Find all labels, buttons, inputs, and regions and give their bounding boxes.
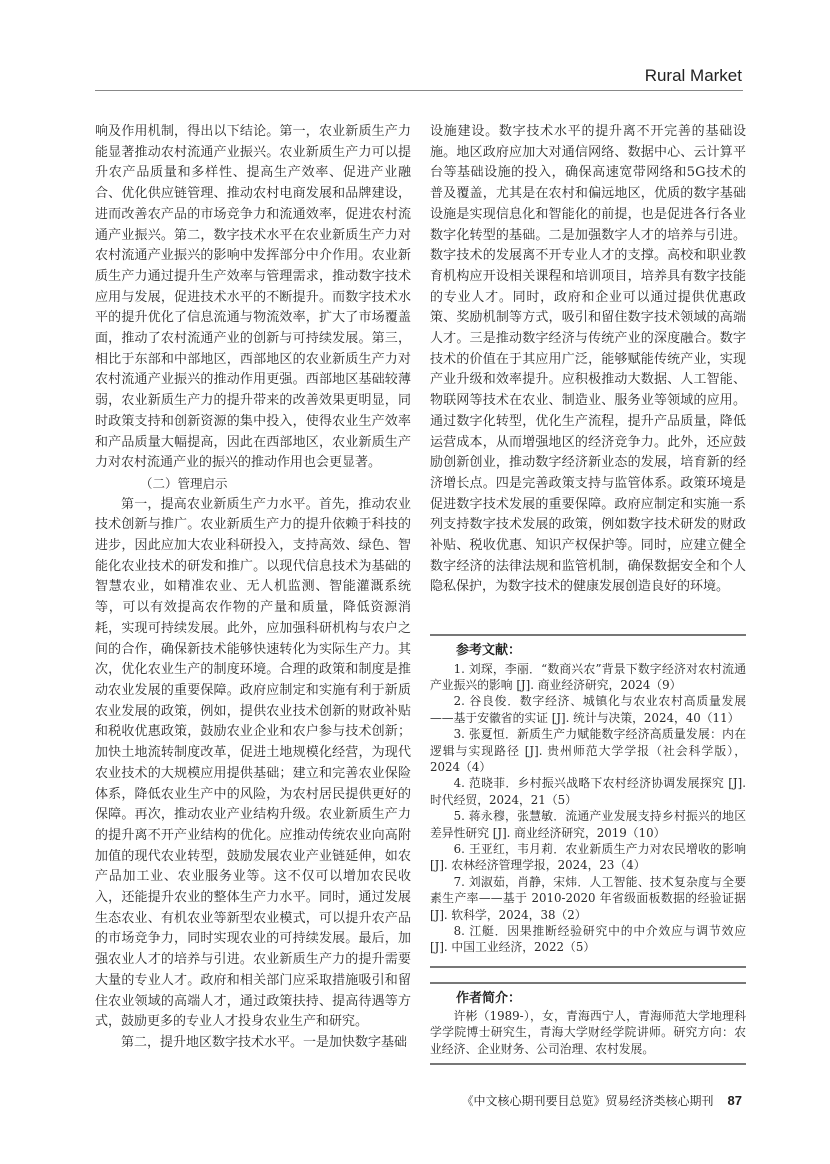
references-title: 参考文献： [456,642,522,658]
reference-item: 3. 张夏恒．新质生产力赋能数字经济高质量发展：内在逻辑与实现路径 [J]. 贵州师范大学学报（社会科学版），2024（4） [430,727,746,775]
page-number: 87 [727,1093,742,1108]
author-bio-title: 作者简介： [456,989,522,1005]
reference-item: 6. 王亚红，韦月莉．农业新质生产力对农民增收的影响 [J]. 农林经济管理学报，2024，23（4） [430,842,746,873]
page-footer [462,1092,742,1109]
references-section [430,642,746,956]
bio-top-rule [430,982,746,984]
body-paragraph: 第一，提高农业新质生产力水平。首先，推动农业技术创新与推广。农业新质生产力的提升依赖于科技的进步，因此应加大农业科研投入，支持高效、绿色、智能化农业技术的研发和推广。以现代信息技术为基础的智慧农业，如精准农业、无人机监测、智能灌溉系统等，可以有效提高农作物的产量和质量，降低资源消耗，实现可持续发展。此外，应加强科研机构与农户之间的合作，确保新技术能够快速转化为实际生产力。其次，优化农业生产的制度环境。合理的政策和制度是推动农业发展的重要保障。政府应制定和实施有利于新质农业发展的政策，例如，提供农业技术创新的财政补贴和税收优惠政策，鼓励农业企业和农户参与技术创新；加快土地流转制度改革，促进土地规模化经营，为现代农业技术的大规模应用提供基础；建立和完善农业保险体系，降低农业生产中的风险，为农村居民提供更好的保障。再次，推动农业产业结构升级。农业新质生产力的提升离不开产业结构的优化。应推动传统农业向高附加值的现代农业转型，鼓励发展农业产业链延伸，如农产品加工业、农业服务业等。这不仅可以增加农民收入，还能提升农业的整体生产力水平。同时，通过发展生态农业、有机农业等新型农业模式，可以提升农产品的市场竞争力，同时实现农业的可持续发展。最后，加强农业人才的培养与引进。农业新质生产力的提升需要大量的专业人才。政府和相关部门应采取措施吸引和留住农业领域的高端人才，通过政策扶持、提高待遇等方式，鼓励更多的专业人才投身农业生产和研究。 [95,496,411,1030]
running-header-title: Rural Market [644,66,742,85]
body-paragraph: 设施建设。数字技术水平的提升离不开完善的基础设施。地区政府应加大对通信网络、数据中心、云计算平台等基础设施的投入，确保高速宽带网络和5G技术的普及覆盖，尤其是在农村和偏远地区，优质的数字基础设施是实现信息化和智能化的前提，也是促进各行各业数字化转型的基础。二是加强数字人才的培养与引进。数字技术的发展离不开专业人才的支撑。高校和职业教育机构应开设相关课程和培训项目，培养具有数字技能的专业人才。同时，政府和企业可以通过提供优惠政策、奖励机制等方式，吸引和留住数字技术领域的高端人才。三是推动数字经济与传统产业的深度融合。数字技术的价值在于其应用广泛，能够赋能传统产业，实现产业升级和效率提升。应积极推动大数据、人工智能、物联网等技术在农业、制造业、服务业等领域的应用。通过数字化转型，优化生产流程，提升产品质量，降低运营成本，从而增强地区的经济竞争力。此外，还应鼓励创新创业，推动数字经济新业态的发展，培育新的经济增长点。四是完善政策支持与监管体系。政策环境是促进数字技术发展的重要保障。政府应制定和实施一系列支持数字技术发展的政策，例如数字技术研发的财政补贴、税收优惠、知识产权保护等。同时，应建立健全数字经济的法律法规和监管机制，确保数据安全和个人隐私保护，为数字技术的健康发展创造良好的环境。 [430,124,746,595]
author-bio-text: 许彬（1989-），女，青海西宁人，青海师范大学地理科学学院博士研究生，青海大学财经学院讲师。研究方向：农业经济、企业财务、公司治理、农村发展。 [430,1009,746,1056]
reference-item: 8. 江艇．因果推断经验研究中的中介效应与调节效应 [J]. 中国工业经济，2022（5） [430,924,746,955]
reference-item: 7. 刘淑茹，肖静，宋炜．人工智能、技术复杂度与全要素生产率——基于 2010-2020 年省级面板数据的经验证据 [J]. 软科学，2024，38（2） [430,874,746,922]
references-top-rule [430,634,746,636]
section-subheading: （二）管理启示 [140,475,228,491]
reference-item: 5. 蒋永穆，张慧敏．流通产业发展支持乡村振兴的地区差异性研究 [J]. 商业经济研究，2019（10） [430,809,746,840]
footer-journal-index: 《中文核心期刊要目总览》贸易经济类核心期刊 [461,1094,714,1108]
right-column [430,122,746,1065]
author-bio-section [430,990,746,1057]
bio-bottom-rule [430,1063,746,1065]
reference-item: 2. 谷良俊．数字经济、城镇化与农业农村高质量发展——基于安徽省的实证 [J]. 统计与决策，2024，40（11） [430,694,746,725]
left-column [95,122,411,1054]
reference-item: 4. 范晓菲．乡村振兴战略下农村经济协调发展探究 [J]. 时代经贸，2024，21（5） [430,776,746,807]
reference-item: 1. 刘琛，李丽．“数商兴农”背景下数字经济对农村流通产业振兴的影响 [J]. 商业经济研究，2024（9） [430,661,746,692]
body-paragraph: 第二，提升地区数字技术水平。一是加快数字基础 [121,1034,408,1050]
header-rule [95,90,743,91]
body-paragraph: 响及作用机制，得出以下结论。第一，农业新质生产力能显著推动农村流通产业振兴。农业新质生产力可以提升农产品质量和多样性、提高生产效率、促进产业融合、优化供应链管理、推动农村电商发展和品牌建设，进而改善农产品的市场竞争力和流通效率，促进农村流通产业振兴。第二，数字技术水平在农业新质生产力对农村流通产业振兴的影响中发挥部分中介作用。农业新质生产力通过提升生产效率与管理需求，推动数字技术应用与发展，促进技术水平的不断提升。而数字技术水平的提升优化了信息流通与物流效率，扩大了市场覆盖面，推动了农村流通产业的创新与可持续发展。第三，相比于东部和中部地区，西部地区的农业新质生产力对农村流通产业振兴的推动作用更强。西部地区基础较薄弱，农业新质生产力的提升带来的改善效果更明显，同时政策支持和创新资源的集中投入，使得农业生产效率和产品质量大幅提高，因此在西部地区，农业新质生产力对农村流通产业的振兴的推动作用也会更显著。 [95,124,411,471]
